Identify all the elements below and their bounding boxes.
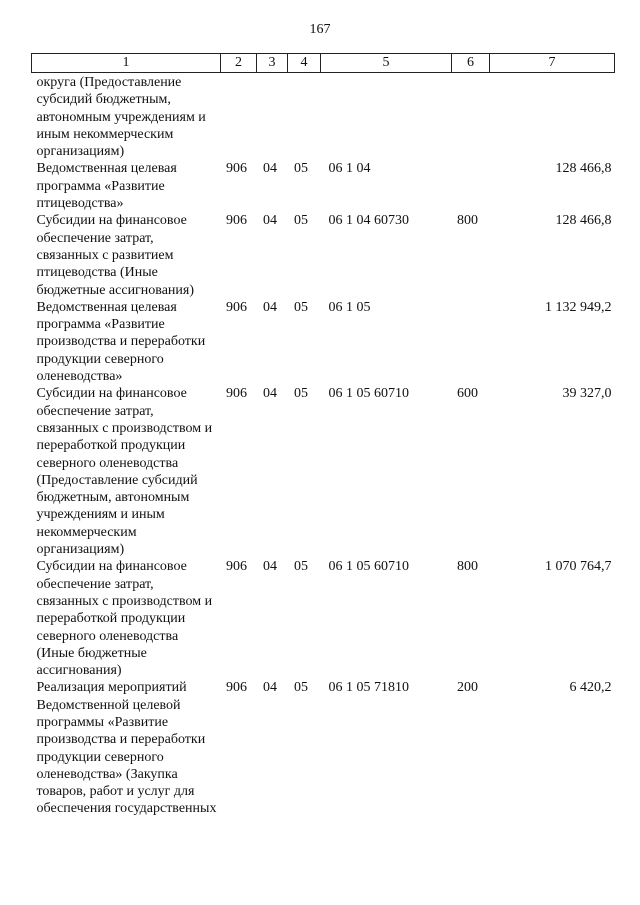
row-expense-type: 200 <box>457 680 478 696</box>
row-amount: 128 466,8 <box>555 213 612 229</box>
budget-table <box>31 53 615 818</box>
row-ministry <box>221 73 257 161</box>
row-amount: 1 070 764,7 <box>545 559 612 575</box>
table-row <box>32 558 615 679</box>
row-section: 04 <box>263 559 277 575</box>
row-ministry: 906 <box>226 161 247 177</box>
row-ministry: 906 <box>226 299 247 315</box>
row-subsection: 05 <box>294 161 308 177</box>
table-row <box>32 299 615 385</box>
row-expense-type <box>452 73 490 161</box>
row-amount: 6 420,2 <box>569 680 612 696</box>
row-ministry: 906 <box>226 559 247 575</box>
row-name: Ведомственная целевая программа «Развитие птицеводства» <box>36 161 177 212</box>
row-section: 04 <box>263 161 277 177</box>
header-col-5: 5 <box>321 54 452 73</box>
table-row <box>32 73 615 161</box>
row-name: Субсидии на финансовое обеспечение затрат, связанных с производством и переработкой продукции северного оленеводства (Иные бюджетные ассигнования) <box>36 559 213 679</box>
row-subsection: 05 <box>294 559 308 575</box>
row-expense-type: 600 <box>457 386 478 402</box>
row-name: Реализация мероприятий Ведомственной целевой программы «Развитие производства и переработки продукции северного оленеводства» (Закупка товаров, работ и услуг для обеспечения государственных <box>36 680 217 817</box>
row-target-article: 06 1 05 <box>328 299 371 315</box>
row-subsection <box>288 73 321 161</box>
row-amount: 39 327,0 <box>562 386 612 402</box>
header-col-1: 1 <box>32 54 221 73</box>
row-subsection: 05 <box>294 680 308 696</box>
row-target-article: 06 1 05 71810 <box>328 680 409 696</box>
row-target-article: 06 1 04 <box>328 161 371 177</box>
row-ministry: 906 <box>226 386 247 402</box>
header-col-3: 3 <box>257 54 288 73</box>
table-row <box>32 385 615 558</box>
row-section: 04 <box>263 680 277 696</box>
row-target-article: 06 1 05 60710 <box>328 386 409 402</box>
row-subsection: 05 <box>294 213 308 229</box>
table-row <box>32 212 615 298</box>
row-subsection: 05 <box>294 386 308 402</box>
row-amount <box>490 73 615 161</box>
row-target-article <box>321 73 452 161</box>
table-row <box>32 679 615 817</box>
row-section: 04 <box>263 386 277 402</box>
row-name: Субсидии на финансовое обеспечение затрат, связанных с производством и переработкой продукции северного оленеводства (Предоставление субсидий бюджетным, автономным учреждениям и иным некоммерческим организациям) <box>36 386 213 558</box>
row-section <box>257 73 288 161</box>
row-ministry: 906 <box>226 213 247 229</box>
header-col-7: 7 <box>490 54 615 73</box>
row-target-article: 06 1 04 60730 <box>328 213 409 229</box>
row-name: Ведомственная целевая программа «Развитие производства и переработки продукции северного оленеводства» <box>36 299 206 385</box>
row-expense-type <box>452 299 490 385</box>
page-number: 167 <box>309 22 331 37</box>
header-col-6: 6 <box>452 54 490 73</box>
row-name: округа (Предоставление субсидий бюджетным, автономным учреждениям и иным некоммерческим организациям) <box>36 75 206 160</box>
header-col-4: 4 <box>288 54 321 73</box>
header-col-2: 2 <box>221 54 257 73</box>
header-row <box>32 54 615 73</box>
row-expense-type: 800 <box>457 213 478 229</box>
row-amount: 1 132 949,2 <box>545 299 612 315</box>
row-name: Субсидии на финансовое обеспечение затрат, связанных с развитием птицеводства (Иные бюджетные ассигнования) <box>36 213 195 298</box>
table-row <box>32 160 615 212</box>
row-amount: 128 466,8 <box>555 161 612 177</box>
row-expense-type <box>452 160 490 212</box>
row-target-article: 06 1 05 60710 <box>328 559 409 575</box>
row-subsection: 05 <box>294 299 308 315</box>
row-ministry: 906 <box>226 680 247 696</box>
row-section: 04 <box>263 213 277 229</box>
row-section: 04 <box>263 299 277 315</box>
row-expense-type: 800 <box>457 559 478 575</box>
